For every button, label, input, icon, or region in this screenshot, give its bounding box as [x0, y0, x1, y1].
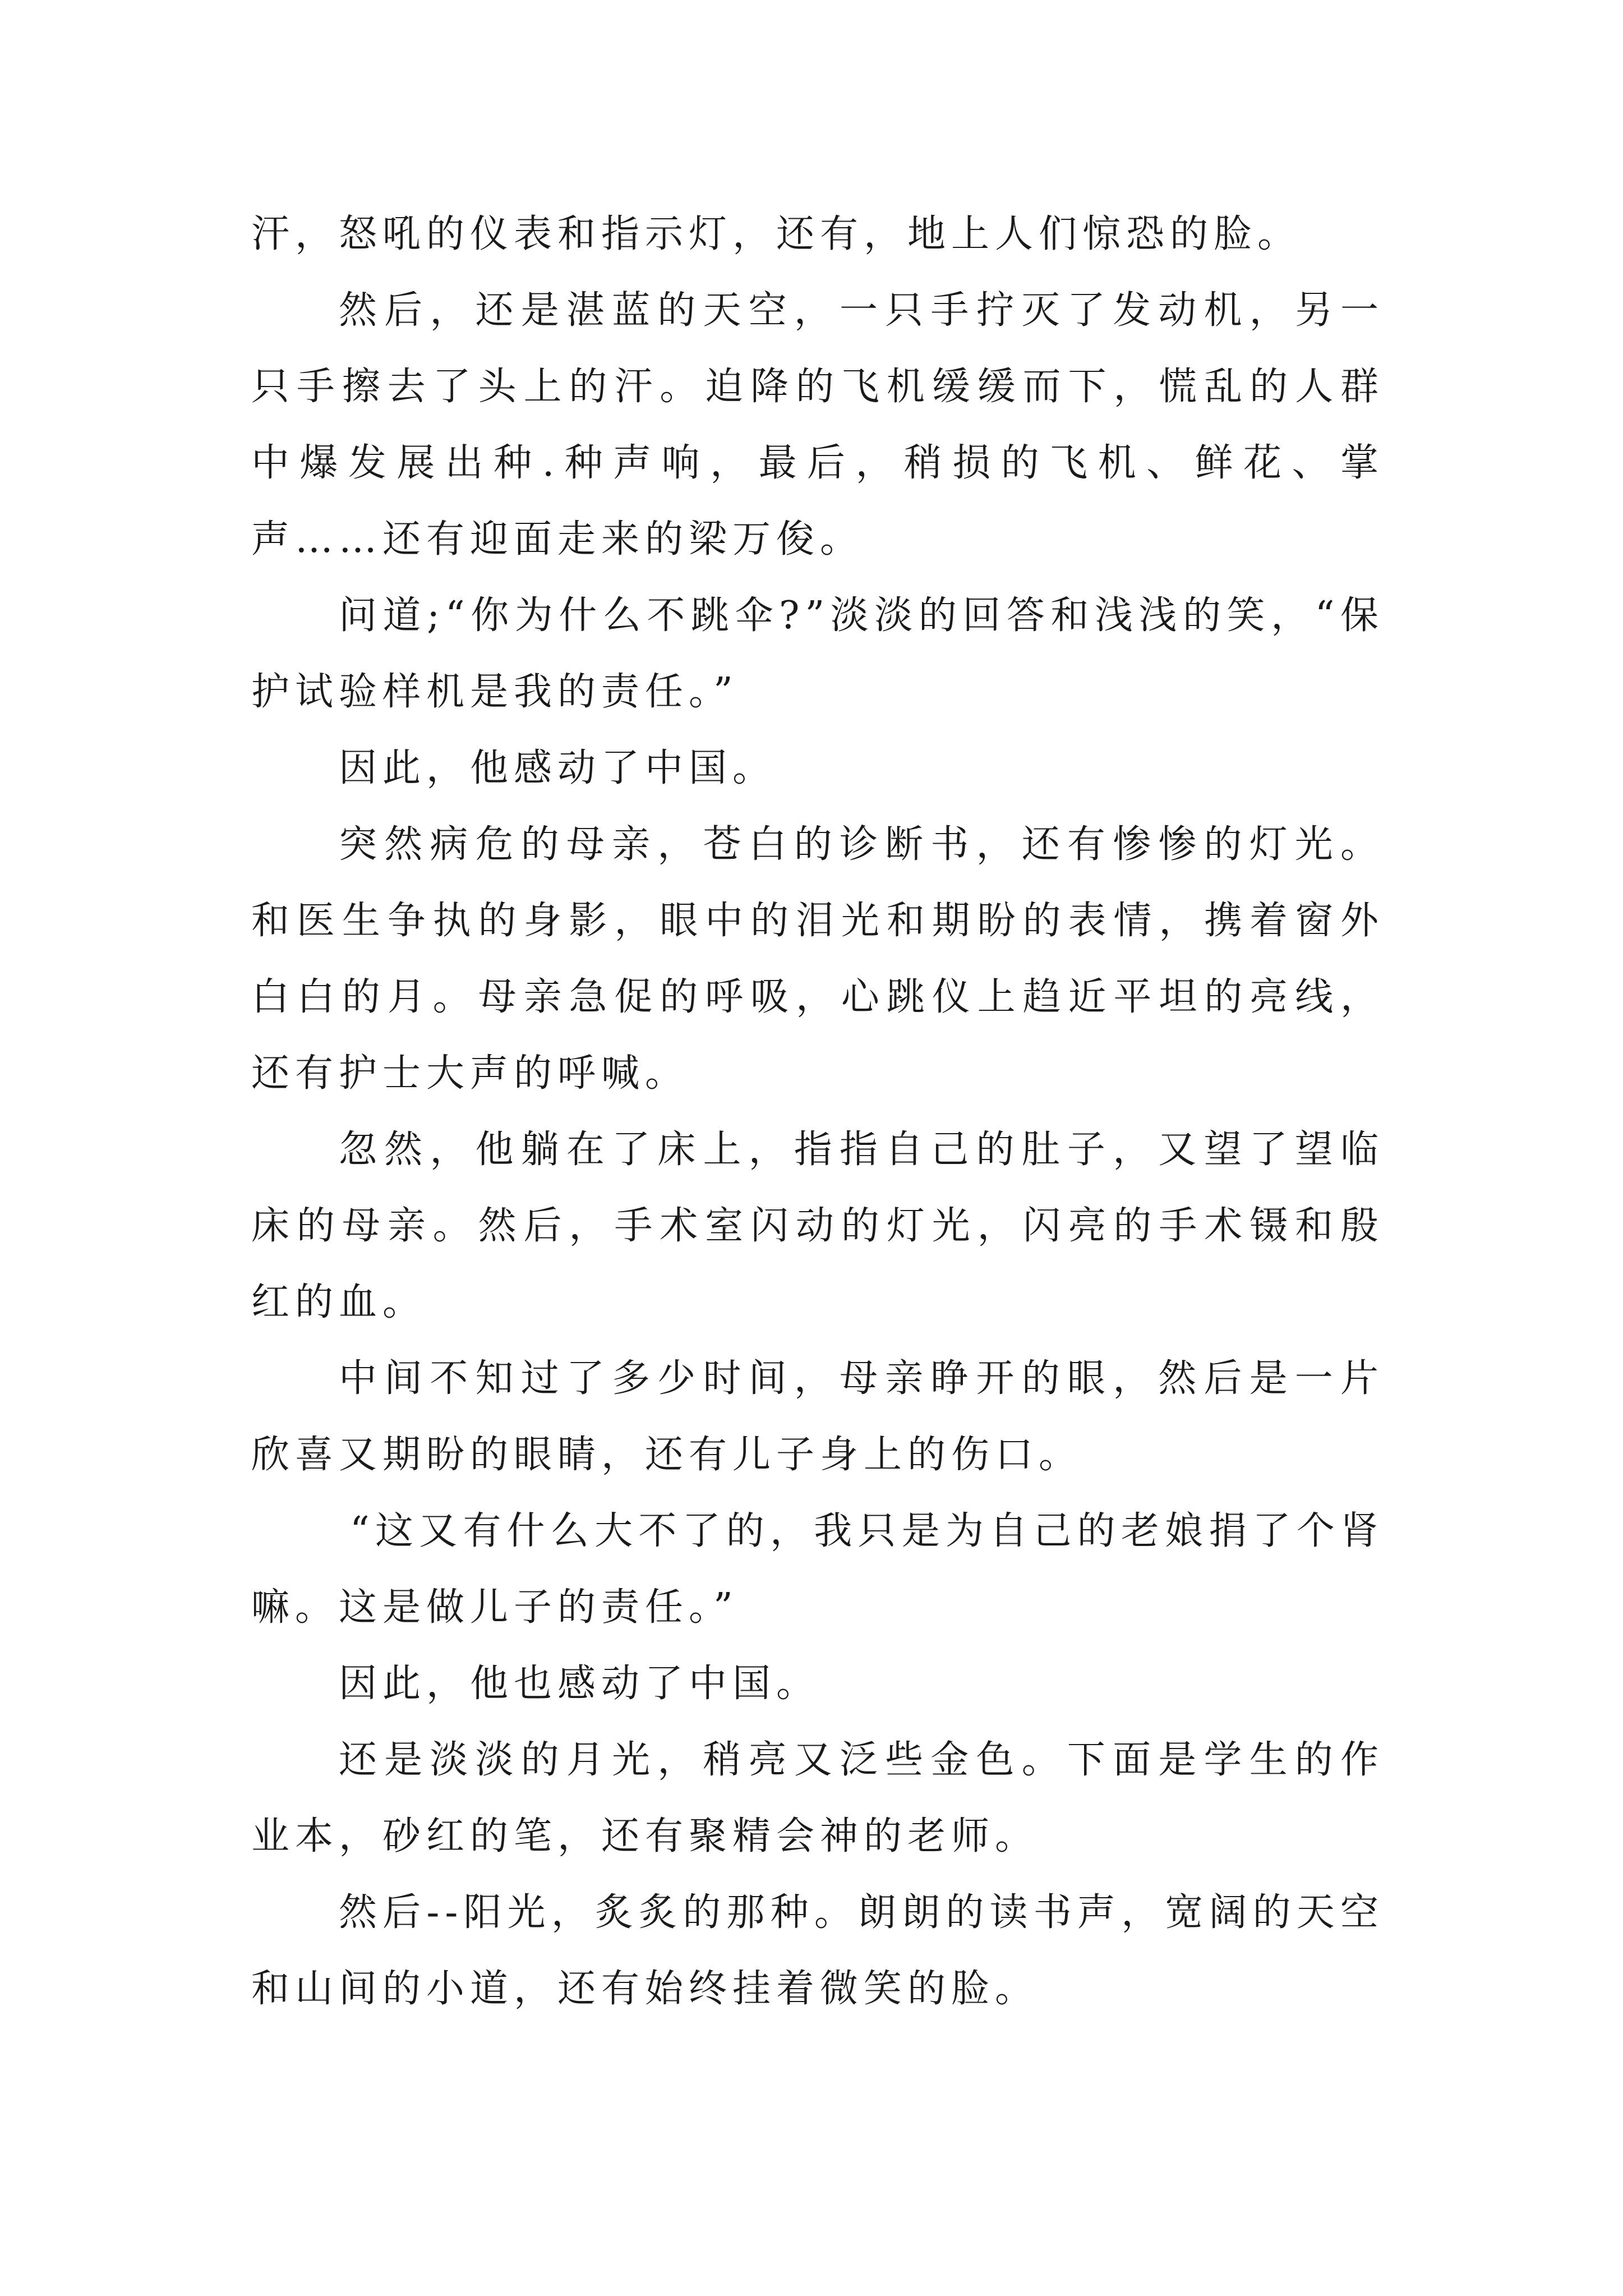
paragraph: 汗，怒吼的仪表和指示灯，还有，地上人们惊恐的脸。: [251, 212, 1302, 256]
paragraph: 因此，他感动了中国。: [339, 746, 777, 790]
paragraph: 突然病危的母亲，苍白的诊断书，还有惨惨的灯光。和医生争执的身影，眼中的泪光和期盼的表情，携着窗外白白的月。母亲急促的呼吸，心跳仪上趋近平坦的亮线，还有护士大声的呼喊。: [251, 822, 1384, 1096]
paragraph: 问道;“你为什么不跳伞?”淡淡的回答和浅浅的笑，“保护试验样机是我的责任。”: [251, 593, 1384, 714]
paragraph: “这又有什么大不了的，我只是为自己的老娘捐了个肾嘛。这是做儿子的责任。”: [251, 1509, 1384, 1630]
paragraph: 然后--阳光，炙炙的那种。朗朗的读书声，宽阔的天空和山间的小道，还有始终挂着微笑的脸。: [251, 1890, 1384, 2011]
paragraph: 因此，他也感动了中国。: [339, 1662, 820, 1706]
paragraph: 忽然，他躺在了床上，指指自己的肚子，又望了望临床的母亲。然后，手术室闪动的灯光，闪亮的手术镊和殷红的血。: [251, 1128, 1384, 1324]
paragraph: 然后，还是湛蓝的天空，一只手拧灭了发动机，另一只手擦去了头上的汗。迫降的飞机缓缓而下，慌乱的人群中爆发展出种.种声响，最后，稍损的飞机、鲜花、掌声……还有迎面走来的梁万俊。: [251, 288, 1384, 562]
paragraph: 还是淡淡的月光，稍亮又泛些金色。下面是学生的作业本，砂红的笔，还有聚精会神的老师。: [251, 1738, 1384, 1858]
body-text: [251, 196, 1384, 2027]
paragraph: 中间不知过了多少时间，母亲睁开的眼，然后是一片欣喜又期盼的眼睛，还有儿子身上的伤口。: [251, 1356, 1384, 1477]
